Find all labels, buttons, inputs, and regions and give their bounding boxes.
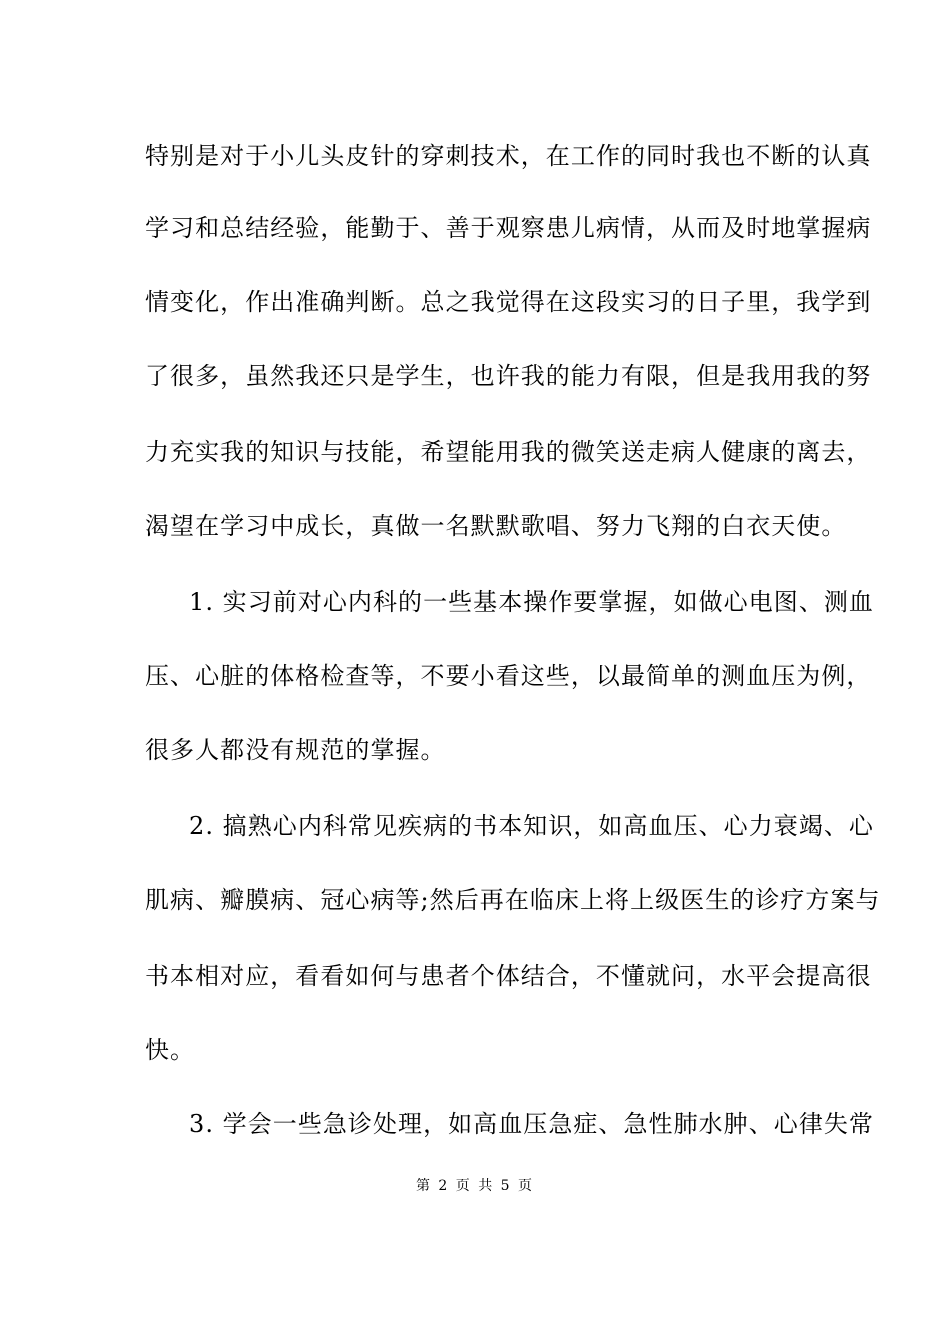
list-item-1-line: 压、心脏的体格检查等，不要小看这些，以最简单的测血压为例， bbox=[145, 662, 872, 690]
paragraph-line: 情变化，作出准确判断。总之我觉得在这段实习的日子里，我学到 bbox=[145, 288, 872, 316]
paragraph-line: 了很多，虽然我还只是学生，也许我的能力有限，但是我用我的努 bbox=[145, 362, 872, 390]
paragraph-line: 力充实我的知识与技能，希望能用我的微笑送走病人健康的离去， bbox=[145, 438, 872, 466]
paragraph-line: 特别是对于小儿头皮针的穿刺技术，在工作的同时我也不断的认真 bbox=[145, 142, 872, 170]
page-number-footer: 第 2 页 共 5 页 bbox=[415, 1178, 535, 1194]
paragraph-line: 学习和总结经验，能勤于、善于观察患儿病情，从而及时地掌握病 bbox=[145, 214, 872, 242]
list-item-3-line: 3. 学会一些急诊处理，如高血压急症、急性肺水肿、心律失常 bbox=[189, 1110, 874, 1138]
list-item-2-line: 书本相对应，看看如何与患者个体结合，不懂就问，水平会提高很 bbox=[145, 962, 872, 990]
list-item-2-line: 快。 bbox=[145, 1036, 196, 1064]
paragraph-line: 渴望在学习中成长，真做一名默默歌唱、努力飞翔的白衣天使。 bbox=[145, 512, 847, 540]
list-item-1-line: 很多人都没有规范的掌握。 bbox=[145, 736, 446, 764]
list-item-1-line: 1. 实习前对心内科的一些基本操作要掌握，如做心电图、测血 bbox=[189, 588, 874, 616]
list-item-2-line: 肌病、瓣膜病、冠心病等;然后再在临床上将上级医生的诊疗方案与 bbox=[145, 886, 881, 914]
list-item-2-line: 2. 搞熟心内科常见疾病的书本知识，如高血压、心力衰竭、心 bbox=[189, 812, 874, 840]
